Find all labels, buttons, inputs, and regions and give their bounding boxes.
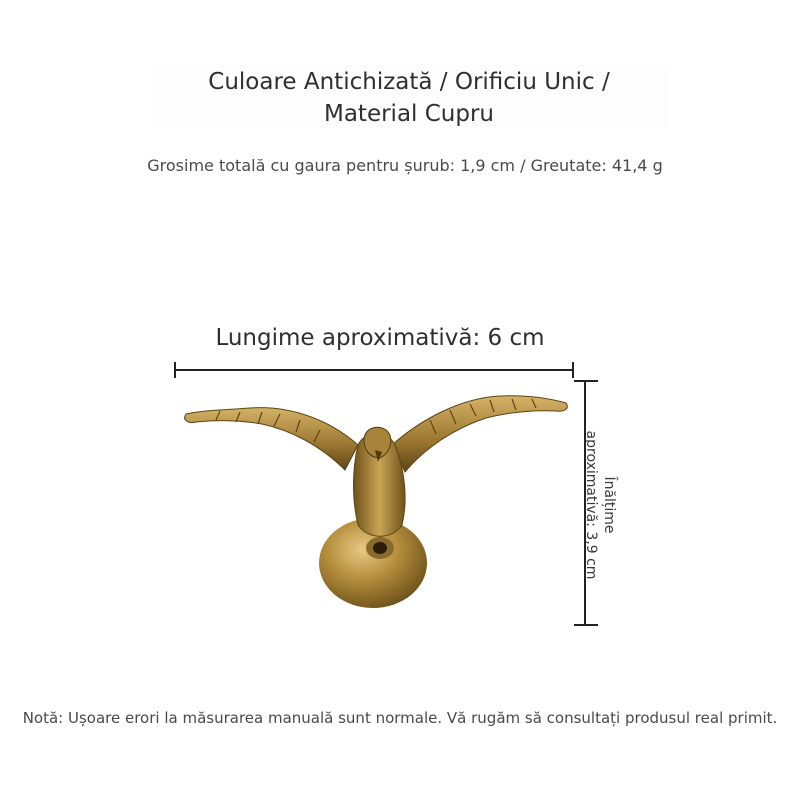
length-dimension-line — [175, 362, 573, 378]
eagle-figurine — [185, 396, 568, 608]
height-label-line-2: aproximativă: 3,9 cm — [583, 430, 599, 580]
left-wing — [185, 408, 358, 470]
title-line-1: Culoare Antichizată / Orificiu Unic / — [208, 69, 610, 95]
disclaimer-note: Notă: Ușoare erori la măsurarea manuală sunt normale. Vă rugăm să consultați produsul real primit. — [22, 709, 778, 727]
right-wing — [392, 396, 567, 472]
height-dimension-line — [574, 381, 598, 625]
specs-subtitle: Grosime totală cu gaura pentru șurub: 1,9 cm / Greutate: 41,4 g — [147, 156, 663, 175]
title-line-2: Material Cupru — [323, 101, 495, 127]
length-label: Lungime aproximativă: 6 cm — [215, 325, 545, 351]
height-label-line-1: Înălțime — [601, 476, 617, 534]
